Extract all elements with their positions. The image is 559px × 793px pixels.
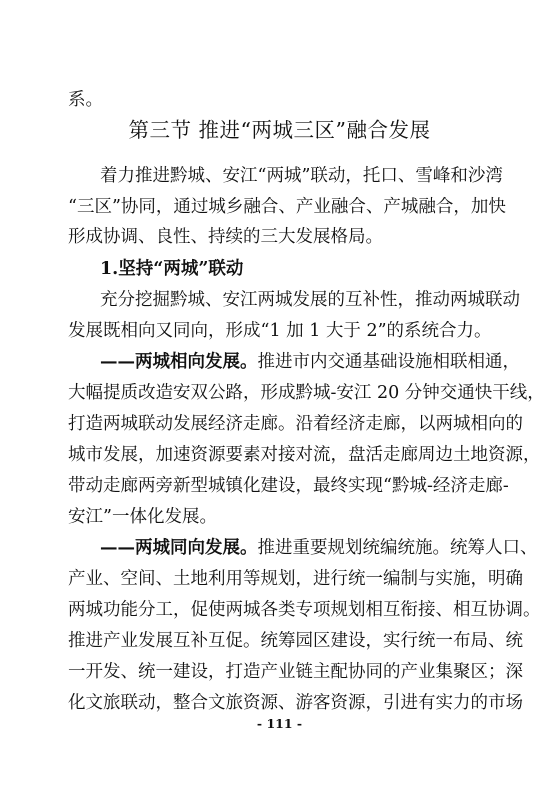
- paragraph-line: 充分挖掘黔城、安江两城发展的互补性，推动两城联动: [100, 290, 520, 310]
- bold-lead-phrase: ——两城相向发展。: [100, 352, 258, 372]
- paragraph-line: 形成协调、良性、持续的三大发展格局。: [68, 227, 383, 247]
- paragraph-line: 两城功能分工，促使两城各类专项规划相互衔接、相互协调。: [68, 600, 541, 620]
- bold-lead-phrase: ——两城同向发展。: [100, 538, 258, 558]
- paragraph-line: 安江”一体化发展。: [68, 507, 217, 527]
- paragraph-text: 推进市内交通基础设施相联相通，: [257, 352, 520, 372]
- paragraph-line: 大幅提质改造安双公路，形成黔城-安江 20 分钟交通快干线，: [68, 383, 545, 403]
- paragraph-line: [100, 536, 538, 560]
- paragraph-line: 化文旅联动，整合文旅资源、游客资源，引进有实力的市场: [68, 693, 523, 713]
- subheading: 1.坚持“两城”联动: [100, 259, 244, 279]
- paragraph-line: 带动走廊两旁新型城镇化建设，最终实现“黔城-经济走廊-: [68, 476, 509, 496]
- paragraph-line: 一开发、统一建设，打造产业链主配协同的产业集聚区；深: [68, 662, 523, 682]
- paragraph-line: 推进产业发展互补互促。统筹园区建设，实行统一布局、统: [68, 631, 523, 651]
- paragraph-line: [100, 350, 520, 374]
- paragraph-line: 城市发展，加速资源要素对接对流，盘活走廊周边土地资源，: [68, 445, 541, 465]
- paragraph-line: “三区”协同，通过城乡融合、产业融合、产城融合，加快: [68, 197, 506, 217]
- paragraph-line: 发展既相向又同向，形成“1 加 1 大于 2”的系统合力。: [68, 321, 492, 341]
- paragraph-text: 推进重要规划统编统施。统筹人口、: [257, 538, 538, 558]
- paragraph-line: 打造两城联动发展经济走廊。沿着经济走廊，以两城相向的: [68, 414, 523, 434]
- paragraph-line: 着力推进黔城、安江“两城”联动，托口、雪峰和沙湾: [100, 166, 503, 186]
- paragraph-line: 产业、空间、土地利用等规划，进行统一编制与实施，明确: [68, 569, 523, 589]
- section-title: 第三节 推进“两城三区”融合发展: [128, 118, 431, 142]
- page-number: - 111 -: [256, 716, 303, 731]
- paragraph-line: 系。: [68, 90, 103, 110]
